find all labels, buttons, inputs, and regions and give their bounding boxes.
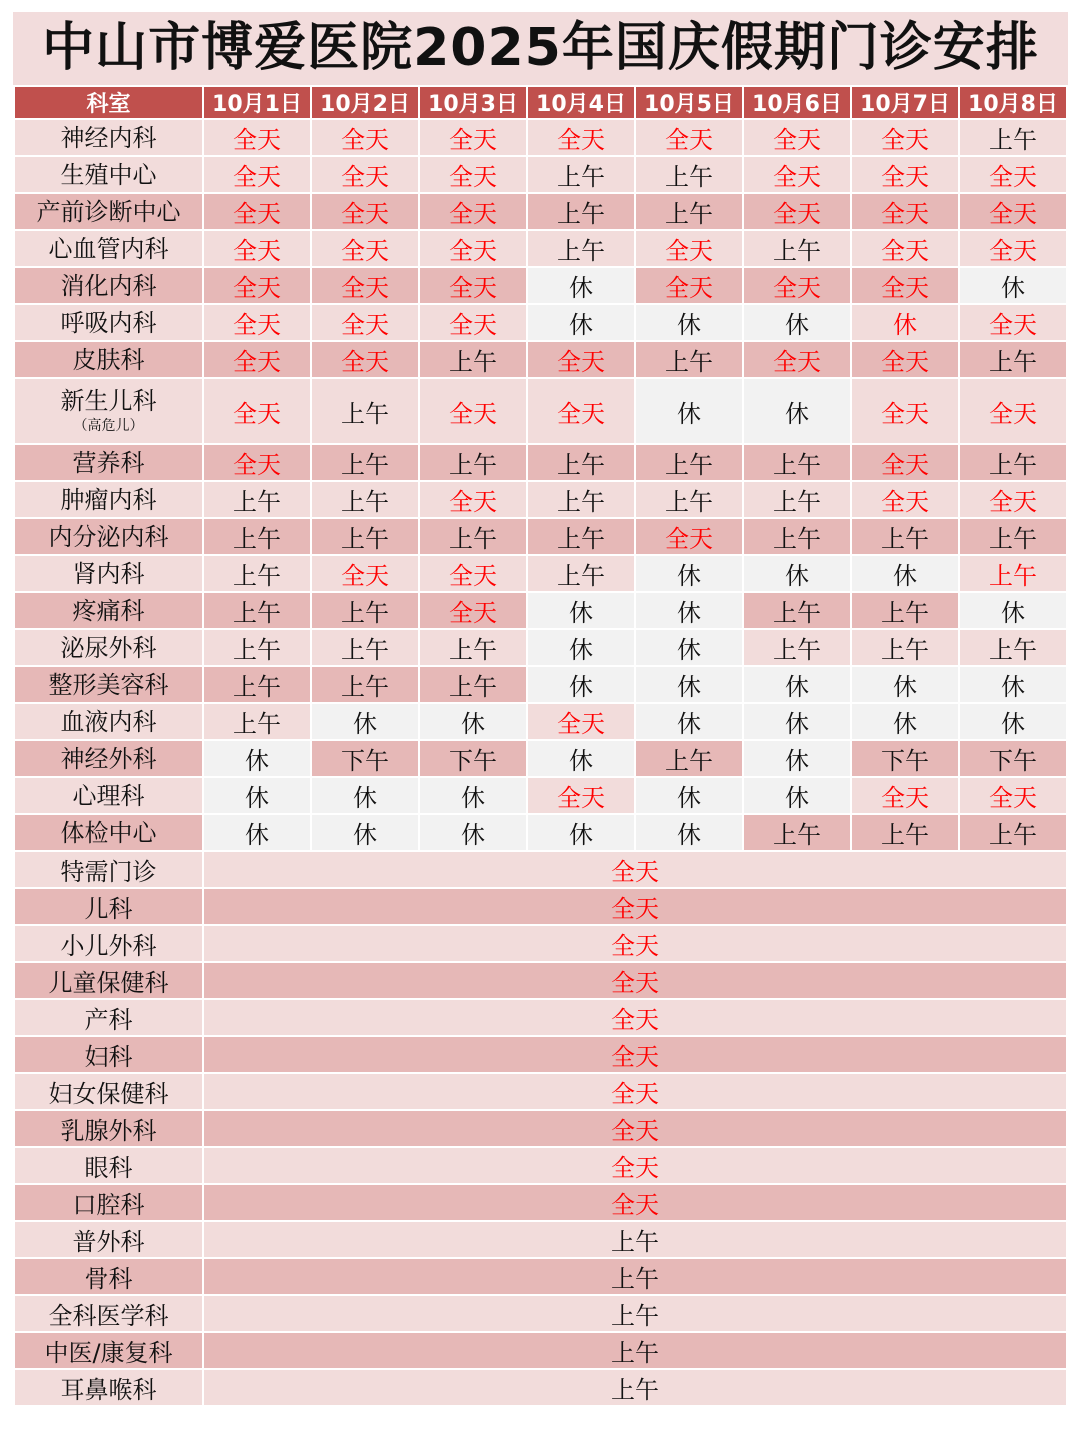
- schedule-cell: 全天: [636, 519, 742, 554]
- schedule-cell: 休: [636, 593, 742, 628]
- table-row: [15, 120, 1066, 155]
- page-title: 中山市博爱医院2025年国庆假期门诊安排: [13, 12, 1068, 85]
- dept-name: 体检中心: [60, 818, 157, 847]
- dept-name-cell: 特需门诊: [15, 852, 202, 887]
- schedule-cell: 上午: [960, 120, 1066, 155]
- schedule-cell: 上午: [312, 482, 418, 517]
- schedule-cell: 休: [528, 741, 634, 776]
- schedule-table: [13, 85, 1068, 1407]
- schedule-cell: 全天: [312, 194, 418, 229]
- dept-name: 新生儿科: [60, 387, 157, 415]
- schedule-cell: 休: [960, 667, 1066, 702]
- merged-schedule-cell: 上午: [204, 1259, 1066, 1294]
- merged-schedule-cell: 全天: [204, 1148, 1066, 1183]
- schedule-cell: 上午: [528, 231, 634, 266]
- dept-name-cell: 产科: [15, 1000, 202, 1035]
- schedule-cell: 上午: [744, 231, 850, 266]
- schedule-cell: 上午: [960, 630, 1066, 665]
- dept-name-cell: [15, 157, 202, 192]
- schedule-cell: 全天: [204, 231, 310, 266]
- schedule-cell: 全天: [312, 556, 418, 591]
- table-row: [15, 704, 1066, 739]
- schedule-cell: 下午: [312, 741, 418, 776]
- schedule-cell: 休: [636, 778, 742, 813]
- schedule-cell: 全天: [204, 194, 310, 229]
- header-row: [15, 87, 1066, 118]
- dept-name: 皮肤科: [72, 345, 145, 374]
- schedule-cell: 上午: [312, 445, 418, 480]
- schedule-cell: 全天: [636, 231, 742, 266]
- table-row: [15, 379, 1066, 443]
- schedule-cell: 休: [528, 305, 634, 340]
- schedule-cell: 上午: [636, 194, 742, 229]
- dept-name: 内分泌内科: [48, 522, 169, 551]
- dept-name: 心血管内科: [48, 234, 169, 263]
- schedule-cell: 上午: [636, 482, 742, 517]
- schedule-cell: 全天: [312, 342, 418, 377]
- schedule-cell: 上午: [204, 482, 310, 517]
- merged-schedule-cell: 全天: [204, 1074, 1066, 1109]
- schedule-cell: 休: [420, 778, 526, 813]
- dept-name: 肾内科: [72, 559, 145, 588]
- table-row: [15, 1074, 1066, 1109]
- table-row: [15, 593, 1066, 628]
- schedule-cell: 全天: [420, 194, 526, 229]
- dept-name-cell: [15, 120, 202, 155]
- dept-name-cell: 妇女保健科: [15, 1074, 202, 1109]
- schedule-cell: 休: [744, 379, 850, 443]
- table-row: [15, 342, 1066, 377]
- schedule-cell: 全天: [204, 305, 310, 340]
- dept-name-cell: [15, 593, 202, 628]
- schedule-cell: 休: [636, 379, 742, 443]
- table-row: [15, 556, 1066, 591]
- dept-name: 神经外科: [60, 744, 157, 773]
- schedule-cell: 上午: [960, 342, 1066, 377]
- merged-schedule-cell: 全天: [204, 1185, 1066, 1220]
- schedule-cell: 全天: [960, 157, 1066, 192]
- schedule-cell: 全天: [636, 120, 742, 155]
- schedule-cell: 全天: [420, 305, 526, 340]
- schedule-cell: 上午: [528, 519, 634, 554]
- schedule-cell: 上午: [744, 445, 850, 480]
- schedule-cell: 休: [528, 630, 634, 665]
- schedule-cell: 休: [204, 741, 310, 776]
- schedule-cell: 休: [960, 704, 1066, 739]
- dept-name-cell: [15, 778, 202, 813]
- table-row: [15, 815, 1066, 850]
- dept-name-cell: 全科医学科: [15, 1296, 202, 1331]
- schedule-cell: 下午: [420, 741, 526, 776]
- schedule-cell: 全天: [204, 268, 310, 303]
- schedule-cell: 全天: [960, 194, 1066, 229]
- table-row: [15, 889, 1066, 924]
- schedule-cell: 上午: [852, 815, 958, 850]
- schedule-cell: 上午: [528, 157, 634, 192]
- schedule-cell: 上午: [204, 519, 310, 554]
- merged-schedule-cell: 全天: [204, 1037, 1066, 1072]
- schedule-cell: 全天: [204, 120, 310, 155]
- schedule-cell: 全天: [744, 157, 850, 192]
- schedule-cell: 上午: [636, 445, 742, 480]
- table-row: [15, 268, 1066, 303]
- schedule-cell: 休: [204, 778, 310, 813]
- schedule-cell: 休: [852, 704, 958, 739]
- dept-name-cell: 耳鼻喉科: [15, 1370, 202, 1405]
- header-day: 10月5日: [636, 87, 742, 118]
- schedule-cell: 休: [420, 815, 526, 850]
- schedule-cell: 上午: [636, 342, 742, 377]
- schedule-cell: 全天: [420, 593, 526, 628]
- schedule-cell: 全天: [528, 342, 634, 377]
- schedule-cell: 上午: [636, 741, 742, 776]
- table-row: [15, 741, 1066, 776]
- table-row: [15, 1000, 1066, 1035]
- schedule-cell: 上午: [312, 630, 418, 665]
- schedule-cell: 上午: [852, 630, 958, 665]
- schedule-cell: 休: [636, 815, 742, 850]
- schedule-cell: 全天: [312, 120, 418, 155]
- dept-name-cell: 乳腺外科: [15, 1111, 202, 1146]
- dept-name-cell: [15, 482, 202, 517]
- dept-name: 肿瘤内科: [60, 485, 157, 514]
- schedule-cell: 休: [312, 815, 418, 850]
- schedule-cell: 全天: [528, 704, 634, 739]
- schedule-cell: 上午: [852, 519, 958, 554]
- dept-name: 呼吸内科: [60, 308, 157, 337]
- schedule-cell: 全天: [420, 157, 526, 192]
- schedule-cell: 全天: [204, 157, 310, 192]
- dept-name-cell: [15, 667, 202, 702]
- schedule-cell: 休: [636, 305, 742, 340]
- schedule-cell: 上午: [204, 667, 310, 702]
- schedule-cell: 上午: [528, 445, 634, 480]
- schedule-cell: 下午: [852, 741, 958, 776]
- schedule-cell: 全天: [960, 305, 1066, 340]
- schedule-cell: 全天: [744, 120, 850, 155]
- dept-name: 心理科: [72, 781, 145, 810]
- merged-schedule-cell: 上午: [204, 1222, 1066, 1257]
- schedule-cell: 全天: [204, 445, 310, 480]
- schedule-cell: 全天: [852, 379, 958, 443]
- schedule-cell: 全天: [420, 231, 526, 266]
- dept-name-cell: [15, 704, 202, 739]
- table-row: [15, 630, 1066, 665]
- schedule-cell: 全天: [420, 482, 526, 517]
- table-row: [15, 1370, 1066, 1405]
- table-row: [15, 1333, 1066, 1368]
- header-day: 10月7日: [852, 87, 958, 118]
- schedule-cell: 全天: [528, 379, 634, 443]
- schedule-body: [15, 120, 1066, 1405]
- schedule-cell: 上午: [312, 519, 418, 554]
- schedule-cell: 上午: [528, 482, 634, 517]
- schedule-cell: 全天: [852, 445, 958, 480]
- schedule-cell: 上午: [312, 593, 418, 628]
- dept-name: 疼痛科: [72, 596, 145, 625]
- table-row: [15, 667, 1066, 702]
- schedule-cell: 上午: [744, 482, 850, 517]
- schedule-cell: 上午: [636, 157, 742, 192]
- header-day: 10月8日: [960, 87, 1066, 118]
- schedule-cell: 全天: [852, 268, 958, 303]
- schedule-cell: 休: [528, 815, 634, 850]
- schedule-cell: 全天: [960, 482, 1066, 517]
- merged-schedule-cell: 全天: [204, 1000, 1066, 1035]
- schedule-cell: 全天: [852, 120, 958, 155]
- dept-name-cell: [15, 194, 202, 229]
- schedule-cell: 休: [312, 778, 418, 813]
- dept-name-cell: [15, 556, 202, 591]
- schedule-cell: 上午: [744, 519, 850, 554]
- merged-schedule-cell: 全天: [204, 963, 1066, 998]
- schedule-cell: 休: [960, 593, 1066, 628]
- schedule-cell: 全天: [852, 778, 958, 813]
- schedule-cell: 全天: [744, 194, 850, 229]
- schedule-cell: 全天: [852, 342, 958, 377]
- schedule-cell: 全天: [960, 778, 1066, 813]
- table-row: [15, 231, 1066, 266]
- schedule-cell: 休: [960, 268, 1066, 303]
- schedule-cell: 全天: [312, 305, 418, 340]
- table-row: [15, 1296, 1066, 1331]
- schedule-cell: 上午: [960, 556, 1066, 591]
- schedule-cell: 上午: [204, 704, 310, 739]
- header-day: 10月1日: [204, 87, 310, 118]
- schedule-cell: 休: [744, 556, 850, 591]
- dept-name: 营养科: [72, 448, 145, 477]
- dept-subtitle: （高危儿）: [73, 418, 144, 434]
- schedule-cell: 上午: [204, 630, 310, 665]
- table-row: [15, 778, 1066, 813]
- dept-name-cell: [15, 815, 202, 850]
- schedule-cell: 全天: [852, 157, 958, 192]
- dept-name-cell: 骨科: [15, 1259, 202, 1294]
- dept-name: 泌尿外科: [60, 633, 157, 662]
- dept-name-cell: [15, 741, 202, 776]
- table-row: [15, 194, 1066, 229]
- dept-name-cell: 儿童保健科: [15, 963, 202, 998]
- merged-schedule-cell: 全天: [204, 926, 1066, 961]
- table-row: [15, 1111, 1066, 1146]
- schedule-cell: 全天: [312, 157, 418, 192]
- schedule-cell: 全天: [420, 556, 526, 591]
- schedule-cell: 全天: [204, 342, 310, 377]
- schedule-cell: 上午: [528, 194, 634, 229]
- schedule-cell: 全天: [312, 231, 418, 266]
- schedule-cell: 休: [744, 741, 850, 776]
- schedule-sheet: [13, 12, 1068, 1430]
- table-row: [15, 482, 1066, 517]
- schedule-cell: 休: [852, 667, 958, 702]
- schedule-cell: 全天: [960, 379, 1066, 443]
- schedule-cell: 上午: [420, 445, 526, 480]
- table-row: [15, 963, 1066, 998]
- schedule-cell: 休: [420, 704, 526, 739]
- schedule-cell: 休: [744, 667, 850, 702]
- dept-name-cell: 妇科: [15, 1037, 202, 1072]
- dept-name-cell: 儿科: [15, 889, 202, 924]
- schedule-cell: 休: [528, 667, 634, 702]
- schedule-cell: 上午: [960, 519, 1066, 554]
- table-row: [15, 926, 1066, 961]
- dept-name: 消化内科: [60, 271, 157, 300]
- dept-name-cell: [15, 445, 202, 480]
- schedule-cell: 休: [852, 305, 958, 340]
- table-row: [15, 1185, 1066, 1220]
- table-row: [15, 1037, 1066, 1072]
- schedule-cell: 全天: [744, 268, 850, 303]
- header-day: 10月6日: [744, 87, 850, 118]
- schedule-cell: 休: [312, 704, 418, 739]
- schedule-cell: 全天: [204, 379, 310, 443]
- schedule-cell: 休: [636, 704, 742, 739]
- schedule-cell: 休: [852, 556, 958, 591]
- schedule-cell: 休: [204, 815, 310, 850]
- schedule-cell: 休: [636, 630, 742, 665]
- dept-name: 生殖中心: [60, 160, 157, 189]
- schedule-cell: 休: [528, 593, 634, 628]
- schedule-cell: 全天: [960, 231, 1066, 266]
- schedule-cell: 全天: [852, 482, 958, 517]
- dept-name-cell: 普外科: [15, 1222, 202, 1257]
- schedule-cell: 全天: [636, 268, 742, 303]
- merged-schedule-cell: 全天: [204, 1111, 1066, 1146]
- schedule-cell: 全天: [852, 194, 958, 229]
- schedule-cell: 上午: [960, 815, 1066, 850]
- dept-name-cell: [15, 630, 202, 665]
- header-dept: 科室: [15, 87, 202, 118]
- table-row: [15, 157, 1066, 192]
- dept-name: 整形美容科: [48, 670, 169, 699]
- dept-name-cell: [15, 379, 202, 443]
- dept-name-cell: [15, 519, 202, 554]
- schedule-cell: 上午: [960, 445, 1066, 480]
- merged-schedule-cell: 全天: [204, 852, 1066, 887]
- table-row: [15, 852, 1066, 887]
- schedule-cell: 全天: [420, 379, 526, 443]
- header-day: 10月3日: [420, 87, 526, 118]
- schedule-cell: 全天: [420, 268, 526, 303]
- schedule-cell: 休: [744, 305, 850, 340]
- schedule-cell: 上午: [420, 342, 526, 377]
- dept-name-cell: [15, 231, 202, 266]
- schedule-cell: 休: [636, 667, 742, 702]
- merged-schedule-cell: 上午: [204, 1370, 1066, 1405]
- dept-name-cell: 中医/康复科: [15, 1333, 202, 1368]
- dept-name-cell: 小儿外科: [15, 926, 202, 961]
- table-row: [15, 1259, 1066, 1294]
- schedule-cell: 上午: [852, 593, 958, 628]
- dept-name: 产前诊断中心: [36, 197, 181, 226]
- schedule-cell: 休: [744, 704, 850, 739]
- merged-schedule-cell: 上午: [204, 1296, 1066, 1331]
- schedule-cell: 全天: [420, 120, 526, 155]
- schedule-cell: 休: [744, 778, 850, 813]
- schedule-cell: 上午: [528, 556, 634, 591]
- schedule-cell: 上午: [312, 667, 418, 702]
- schedule-cell: 全天: [852, 231, 958, 266]
- schedule-cell: 上午: [420, 667, 526, 702]
- table-row: [15, 519, 1066, 554]
- dept-name: 神经内科: [60, 123, 157, 152]
- header-day: 10月4日: [528, 87, 634, 118]
- table-row: [15, 445, 1066, 480]
- schedule-cell: 上午: [420, 630, 526, 665]
- merged-schedule-cell: 上午: [204, 1333, 1066, 1368]
- schedule-cell: 休: [636, 556, 742, 591]
- schedule-cell: 上午: [312, 379, 418, 443]
- table-row: [15, 305, 1066, 340]
- schedule-cell: 上午: [204, 593, 310, 628]
- schedule-cell: 上午: [744, 630, 850, 665]
- dept-name-cell: [15, 268, 202, 303]
- schedule-cell: 全天: [528, 120, 634, 155]
- schedule-cell: 休: [528, 268, 634, 303]
- dept-name-cell: [15, 342, 202, 377]
- schedule-cell: 上午: [744, 593, 850, 628]
- schedule-cell: 上午: [420, 519, 526, 554]
- schedule-cell: 全天: [528, 778, 634, 813]
- table-row: [15, 1148, 1066, 1183]
- dept-name: 血液内科: [60, 707, 157, 736]
- schedule-cell: 全天: [744, 342, 850, 377]
- schedule-cell: 上午: [204, 556, 310, 591]
- dept-name-cell: 眼科: [15, 1148, 202, 1183]
- table-row: [15, 1222, 1066, 1257]
- dept-name-cell: 口腔科: [15, 1185, 202, 1220]
- header-day: 10月2日: [312, 87, 418, 118]
- dept-name-cell: [15, 305, 202, 340]
- schedule-cell: 下午: [960, 741, 1066, 776]
- schedule-cell: 全天: [312, 268, 418, 303]
- merged-schedule-cell: 全天: [204, 889, 1066, 924]
- schedule-cell: 上午: [744, 815, 850, 850]
